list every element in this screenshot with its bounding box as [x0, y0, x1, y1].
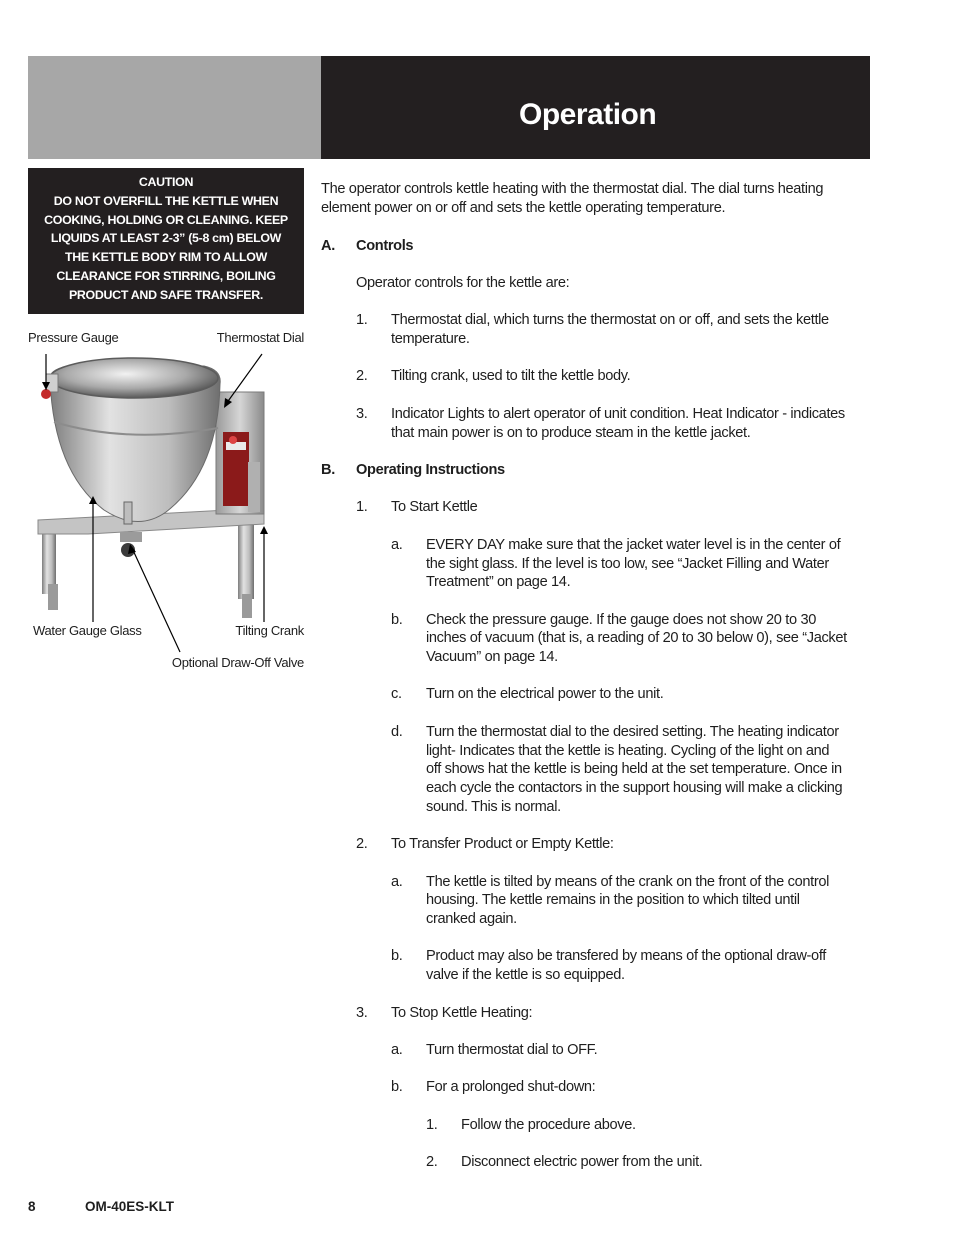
list-number: 2. [356, 368, 368, 384]
section-a-letter: A. [321, 238, 335, 254]
list-letter: b. [391, 612, 403, 628]
label-thermostat-dial: Thermostat Dial [216, 330, 304, 345]
panel-plate [226, 442, 246, 450]
list-item-text: Indicator Lights to alert operator of unit condition. Heat Indicator - indicates [391, 406, 845, 422]
list-number: 1. [426, 1117, 438, 1133]
step-title: To Stop Kettle Heating: [391, 1005, 533, 1021]
list-letter: a. [391, 1042, 403, 1058]
pressure-gauge-icon [41, 389, 51, 399]
draw-off-valve-body [120, 532, 142, 542]
list-letter: b. [391, 948, 403, 964]
list-item-text: Disconnect electric power from the unit. [461, 1154, 703, 1170]
label-water-gauge-glass: Water Gauge Glass [33, 623, 142, 638]
list-letter: b. [391, 1079, 403, 1095]
list-item-text: Turn on the electrical power to the unit. [426, 686, 664, 702]
list-number: 3. [356, 406, 368, 422]
list-number: 2. [356, 836, 368, 852]
page-title: Operation [519, 98, 657, 131]
list-item-text: Check the pressure gauge. If the gauge does not show 20 to 30 [426, 612, 816, 628]
list-letter: d. [391, 724, 403, 740]
controls-intro: Operator controls for the kettle are: [356, 275, 570, 291]
header-gray-block [28, 56, 321, 159]
foot-left [48, 584, 58, 610]
label-tilting-crank: Tilting Crank [235, 623, 304, 638]
caution-line: DO NOT OVERFILL THE KETTLE WHEN [53, 193, 279, 208]
list-item-text: The kettle is tilted by means of the crank on the front of the control [426, 874, 830, 890]
list-item-text: the sight glass. If the level is too low, see “Jacket Filling and Water [426, 556, 829, 572]
step-title: To Transfer Product or Empty Kettle: [391, 836, 614, 852]
list-letter: c. [391, 686, 402, 702]
list-item-text: Follow the procedure above. [461, 1117, 636, 1133]
caution-line: THE KETTLE BODY RIM TO ALLOW [64, 250, 267, 265]
list-number: 2. [426, 1154, 438, 1170]
section-b-title: Operating Instructions [356, 462, 505, 478]
document-id: OM-40ES-KLT [85, 1199, 175, 1214]
list-item-text: light- Indicates that the kettle is heating. Cycling of the light on and [426, 743, 830, 759]
crank-shaft [248, 462, 260, 512]
caution-line: LIQUIDS AT LEAST 2-3” (5-8 cm) BELOW [50, 231, 282, 246]
step-title: To Start Kettle [391, 499, 478, 515]
list-item-text: temperature. [391, 331, 470, 347]
list-item-text: Turn thermostat dial to OFF. [426, 1042, 598, 1058]
callout-line-draw-off-valve [132, 548, 180, 652]
list-item-text: EVERY DAY make sure that the jacket water level is in the center of [426, 537, 841, 553]
label-pressure-gauge: Pressure Gauge [28, 330, 119, 345]
list-item-text: sound. This is normal. [426, 799, 561, 815]
caution-line: PRODUCT AND SAFE TRANSFER. [68, 287, 264, 302]
arrowhead [260, 526, 268, 534]
label-draw-off-valve: Optional Draw-Off Valve [171, 655, 304, 670]
intro-text: The operator controls kettle heating with the thermostat dial. The dial turns heating [321, 181, 824, 197]
list-item-text: inches of vacuum (that is, a reading of 20 to 30 below 0), see “Jacket [426, 630, 847, 646]
kettle-illustration [28, 352, 304, 670]
header-title-bar [321, 56, 870, 159]
section-b-letter: B. [321, 462, 335, 478]
list-number: 1. [356, 499, 368, 515]
page-number: 8 [28, 1199, 36, 1214]
list-letter: a. [391, 874, 403, 890]
kettle-rim [50, 358, 218, 398]
list-number: 1. [356, 312, 368, 328]
list-letter: a. [391, 537, 403, 553]
section-a-title: Controls [356, 238, 414, 254]
intro-text: element power on or off and sets the kettle operating temperature. [321, 200, 726, 216]
caution-line: CLEARANCE FOR STIRRING, BOILING [56, 268, 276, 283]
list-item-text: housing. The kettle remains in the position to which tilted until [426, 892, 800, 908]
list-item-text: that main power is on to produce steam in the kettle jacket. [391, 425, 751, 441]
list-item-text: Tilting crank, used to tilt the kettle body. [391, 368, 631, 384]
caution-heading: CAUTION [138, 175, 194, 189]
list-item-text: Vacuum” on page 14. [426, 649, 558, 665]
water-gauge-glass [124, 502, 132, 524]
list-item-text: cranked again. [426, 911, 517, 927]
list-item-text: off shows hat the kettle is being held at the set temperature. Once in [426, 761, 842, 777]
list-item-text: Treatment” on page 14. [426, 574, 571, 590]
indicator-light-icon [229, 436, 237, 444]
caution-line: COOKING, HOLDING OR CLEANING. KEEP [44, 212, 288, 227]
list-item-text: each cycle the contactors in the support housing will make a clicking [426, 780, 843, 796]
list-item-text: Turn the thermostat dial to the desired setting. The heating indicator [426, 724, 839, 740]
foot-right [242, 594, 252, 618]
caution-box [28, 168, 304, 314]
list-number: 3. [356, 1005, 368, 1021]
list-item-text: valve if the kettle is so equipped. [426, 967, 625, 983]
list-item-text: Thermostat dial, which turns the thermostat on or off, and sets the kettle [391, 312, 829, 328]
list-item-text: Product may also be transfered by means of the optional draw-off [426, 948, 826, 964]
list-item-text: For a prolonged shut-down: [426, 1079, 596, 1095]
